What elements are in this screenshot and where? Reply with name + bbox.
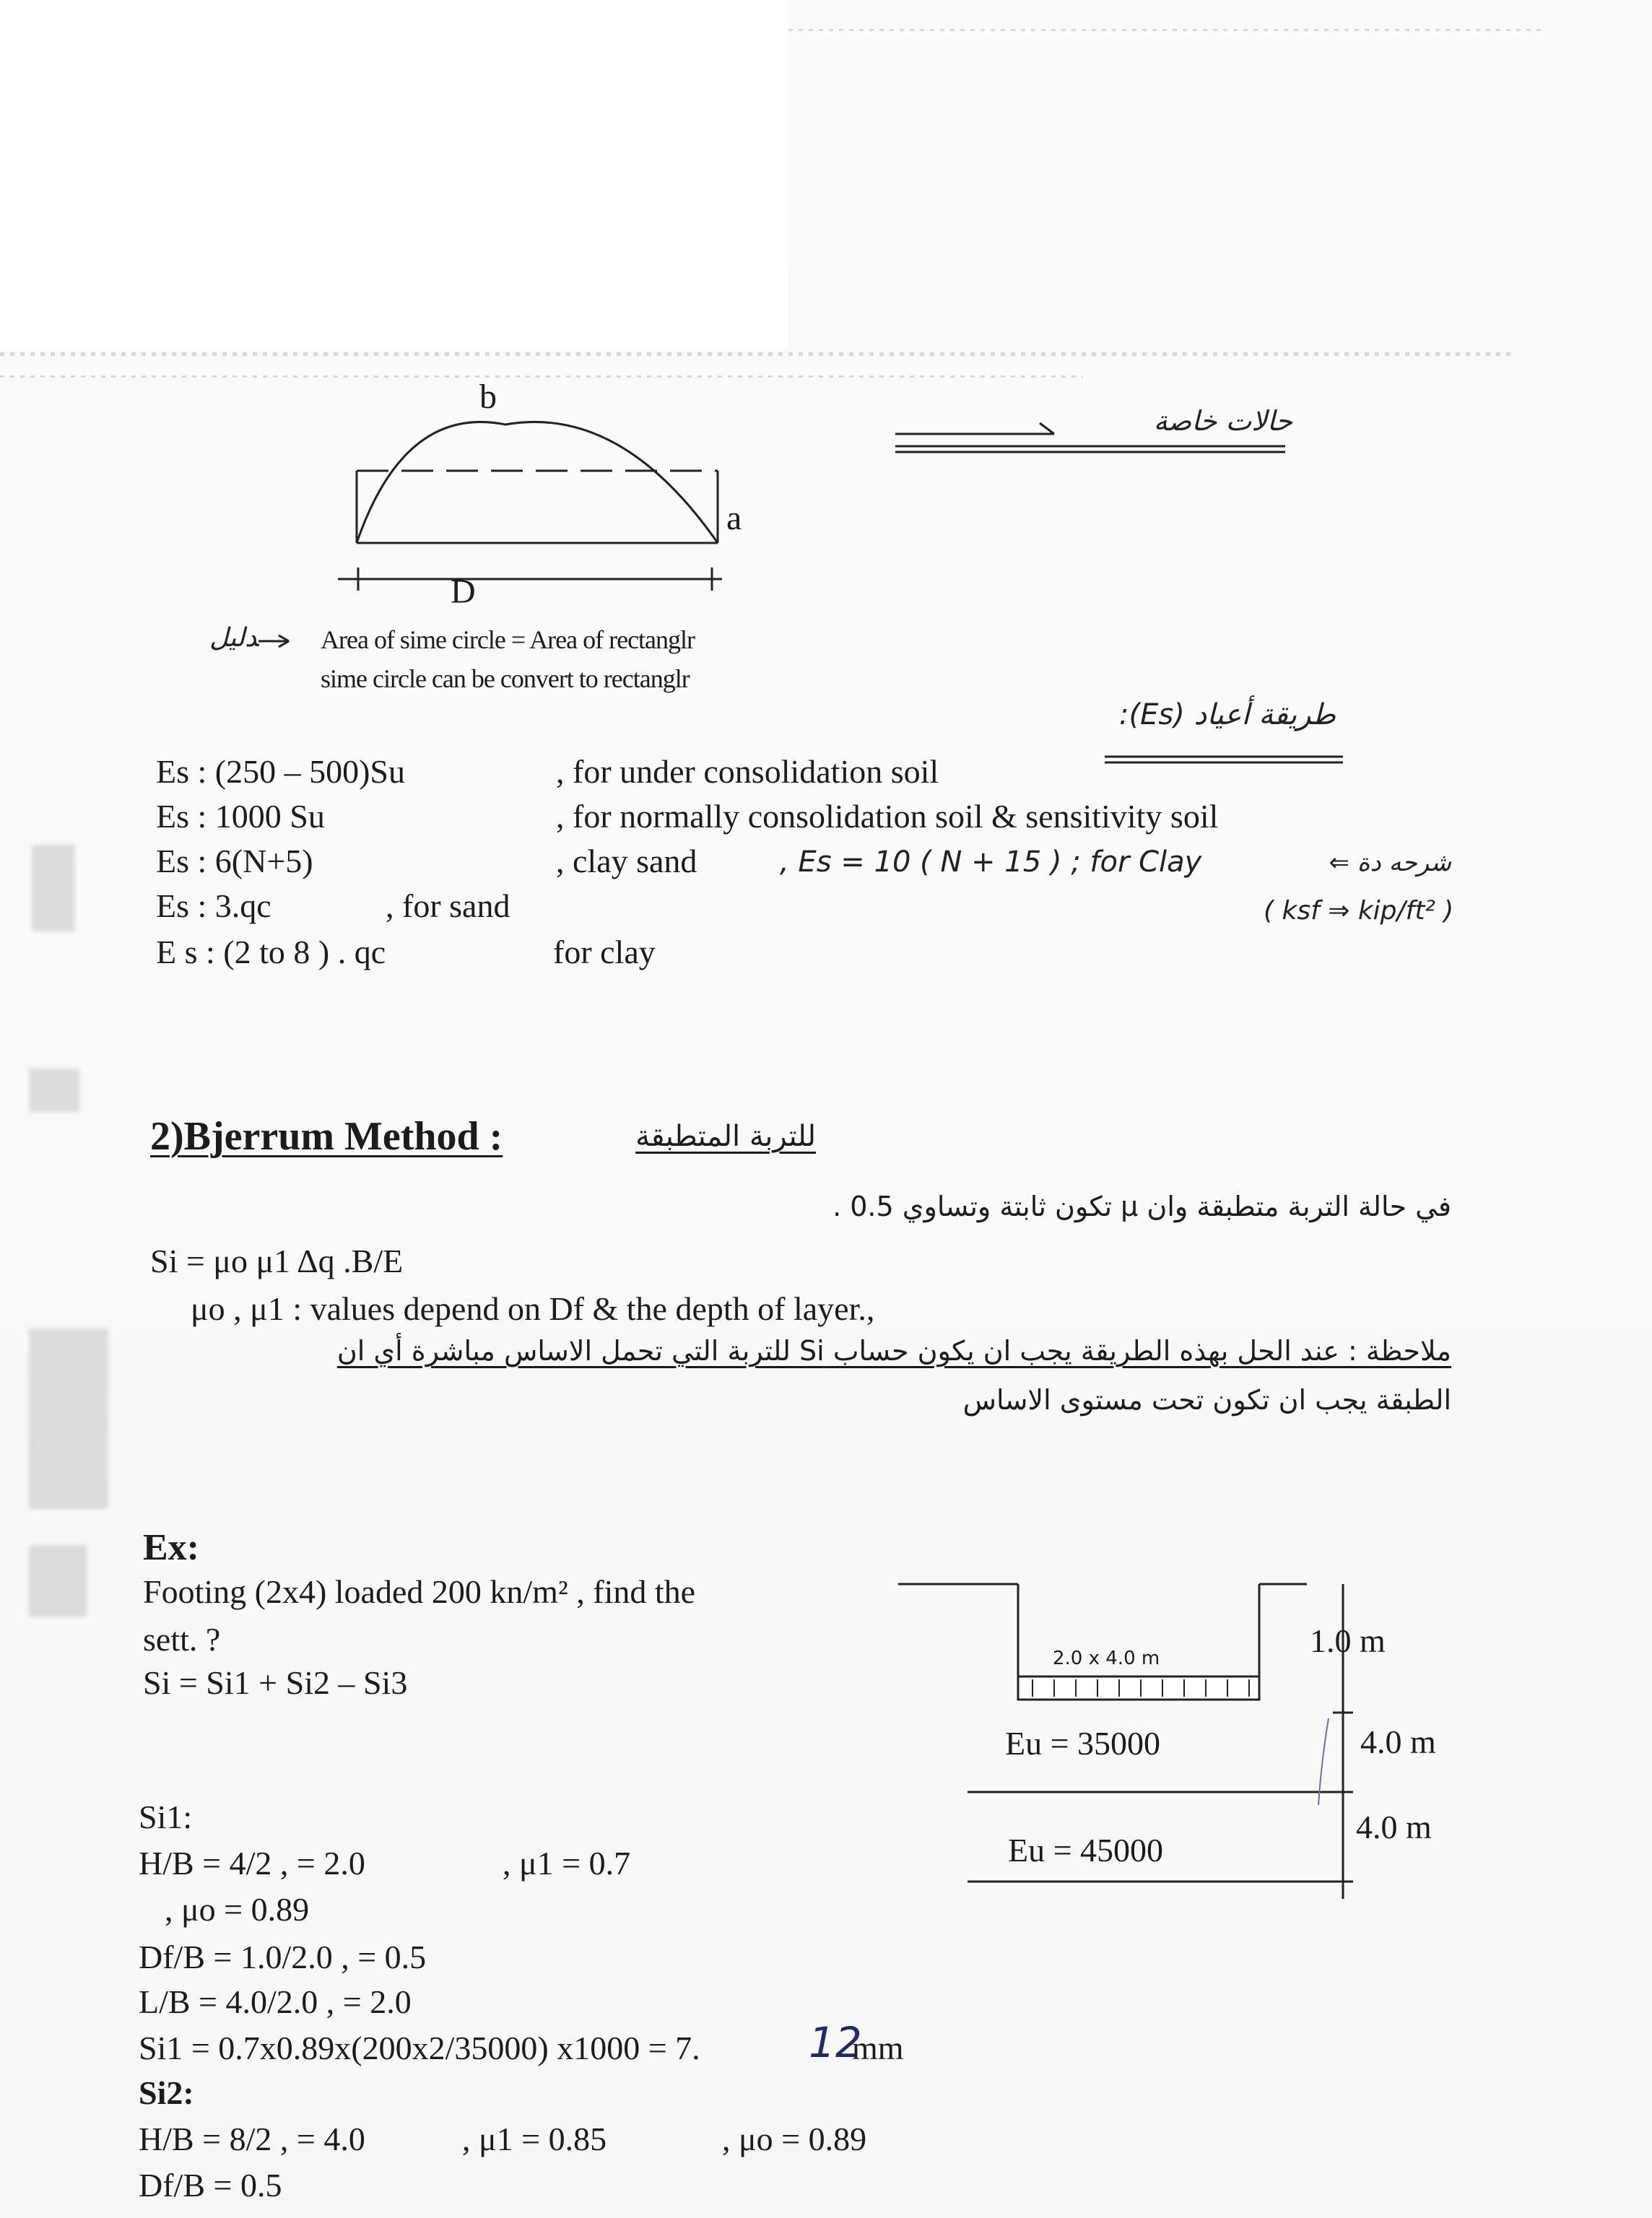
- es-note-4: , for sand: [386, 887, 510, 924]
- si2-mu1: , μ1 = 0.85: [462, 2121, 607, 2157]
- es-formula-3: Es : 6(N+5): [156, 843, 313, 879]
- layer1-eu-label: Eu = 35000: [1005, 1725, 1161, 1762]
- si1-handwritten-digits: 12: [809, 2018, 862, 2067]
- si1-mu1: , μ1 = 0.7: [503, 1845, 631, 1882]
- layer2-eu-label: Eu = 45000: [1008, 1832, 1164, 1869]
- si1-lb: L/B = 4.0/2.0 , = 2.0: [139, 1983, 412, 2020]
- bjerrum-formula: Si = μo μ1 Δq .B/E: [150, 1243, 404, 1279]
- si1-dfb: Df/B = 1.0/2.0 , = 0.5: [139, 1939, 427, 1975]
- es-formula-1: Es : (250 – 500)Su: [156, 753, 405, 790]
- handwritten-es-formula: , Es = 10 ( N + 15 ) ; for Clay: [780, 845, 1202, 879]
- si1-mu0: , μo = 0.89: [165, 1891, 310, 1928]
- handwritten-units: ( ksf ⇒ kip/ft² ): [1264, 896, 1454, 926]
- bjerrum-arabic-condition: في حالة التربة متطبقة وان μ تكون ثابتة وتساوي 0.5 .: [832, 1191, 1451, 1222]
- es-formula-4: Es : 3.qc: [156, 887, 271, 924]
- si1-label: Si1:: [139, 1799, 193, 1835]
- si2-mu0: , μo = 0.89: [722, 2121, 867, 2157]
- area-note-line2: sime circle can be convert to rectanglr: [321, 664, 690, 693]
- figure-label-d: D: [451, 573, 476, 611]
- es-heading: طريقة أعياد (Es):: [1118, 698, 1336, 731]
- figure-label-a: a: [726, 499, 742, 537]
- si2-dfb: Df/B = 0.5: [139, 2167, 282, 2204]
- area-note-line1: Area of sime circle = Area of rectanglr: [321, 625, 695, 654]
- bjerrum-heading-arabic: للتربة المتطبقة: [635, 1120, 816, 1153]
- footing-depth-label: 1.0 m: [1310, 1622, 1386, 1659]
- layer2-depth-label: 4.0 m: [1356, 1809, 1432, 1845]
- si1-calc: Si1 = 0.7x0.89x(200x2/35000) x1000 = 7.: [139, 2030, 700, 2066]
- example-line1: Footing (2x4) loaded 200 kn/m² , find the: [143, 1573, 696, 1610]
- bjerrum-heading: 2)Bjerrum Method :: [150, 1114, 503, 1159]
- bjerrum-note-line2: الطبقة يجب ان تكون تحت مستوى الاساس: [962, 1384, 1451, 1416]
- si2-hb: H/B = 8/2 , = 4.0: [139, 2121, 365, 2157]
- layer1-depth-label: 4.0 m: [1360, 1723, 1436, 1760]
- example-line2: sett. ?: [143, 1621, 221, 1658]
- example-label: Ex:: [143, 1527, 199, 1568]
- es-note-3: , clay sand: [556, 843, 697, 879]
- si2-label: Si2:: [139, 2074, 194, 2111]
- es-note-1: , for under consolidation soil: [556, 753, 939, 790]
- si1-hb: H/B = 4/2 , = 2.0: [139, 1845, 365, 1882]
- bjerrum-values-note: μo , μ1 : values depend on Df & the depth of layer.,: [191, 1290, 875, 1327]
- es-formula-5: E s : (2 to 8 ) . qc: [156, 934, 386, 970]
- footing-size-label: 2.0 x 4.0 m: [1053, 1648, 1160, 1669]
- bjerrum-note-line1: ملاحظة : عند الحل بهذه الطريقة يجب ان يكون حساب Si للتربة التي تحمل الاساس مباشرة أي ان: [336, 1335, 1451, 1367]
- es-formula-2: Es : 1000 Su: [156, 798, 325, 835]
- example-line3: Si = Si1 + Si2 – Si3: [143, 1664, 408, 1701]
- handwritten-es-arabic: شرحه دة ⇐: [1329, 848, 1451, 877]
- es-note-5: for clay: [553, 934, 656, 970]
- special-cases-note: حالات خاصة: [1153, 405, 1292, 437]
- si1-unit: mm: [852, 2030, 904, 2066]
- es-note-2: , for normally consolidation soil & sensitivity soil: [556, 798, 1219, 835]
- figure-label-b: b: [479, 378, 497, 416]
- note-arabic-guide: ﺪﻟﻴﻞ: [209, 623, 258, 653]
